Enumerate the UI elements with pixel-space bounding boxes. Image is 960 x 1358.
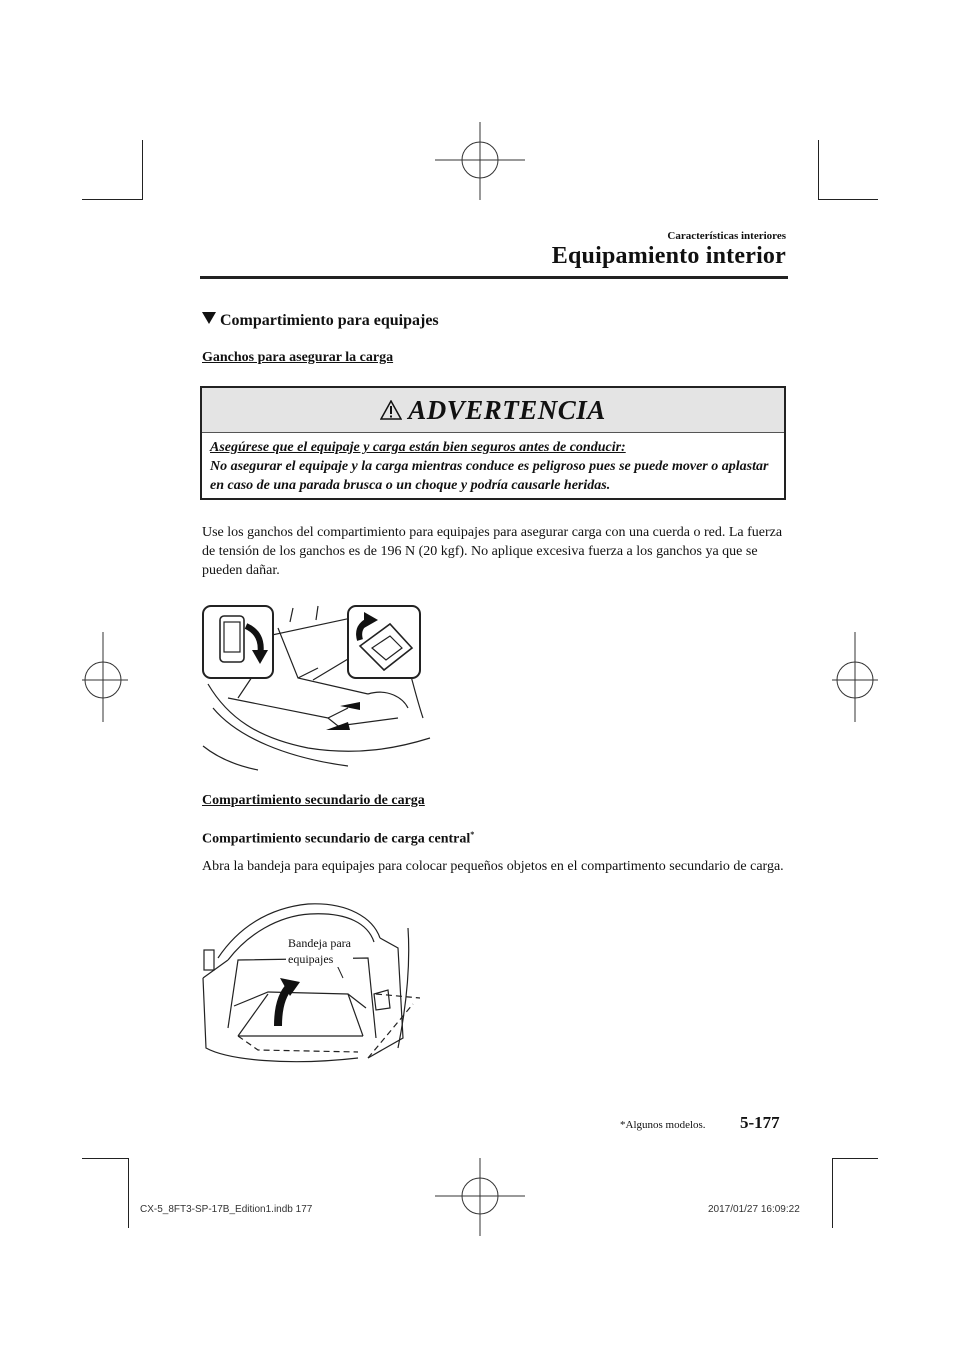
warning-box: [200, 386, 786, 500]
warning-lead: Asegúrese que el equipaje y carga están bien seguros antes de conducir:: [210, 440, 626, 455]
imprint-date: 2017/01/27 16:09:22: [708, 1204, 800, 1215]
subsection-hooks-heading: Ganchos para asegurar la carga: [202, 350, 394, 365]
warning-text: [210, 438, 776, 495]
warning-header: [202, 388, 784, 433]
secondary-paragraph: Abra la bandeja para equipajes para colocar pequeños objetos en el compartimento secundario de carga.: [202, 859, 784, 874]
triangle-bullet-icon: [202, 312, 216, 324]
section-title: Equipamiento interior: [551, 243, 786, 269]
warning-body: No asegurar el equipaje y la carga mientras conduce es peligroso pues se puede mover o aplastar en caso de una parada brusca o un choque y podría causarle heridas.: [210, 459, 769, 493]
asterisk-mark: *: [470, 830, 475, 839]
topic-heading: Compartimiento para equipajes: [202, 312, 439, 330]
footnote-some-models: *Algunos modelos.: [620, 1119, 706, 1131]
cargo-hooks-illustration: [198, 598, 438, 776]
imprint-file: CX-5_8FT3-SP-17B_Edition1.indb 177: [140, 1204, 313, 1215]
warning-title: ADVERTENCIA: [408, 394, 606, 425]
secondary-central-heading: Compartimiento secundario de carga central*: [202, 830, 475, 847]
tray-label: Bandeja para equipajes: [288, 936, 351, 966]
subsection-secondary-heading: Compartimiento secundario de carga: [202, 793, 425, 808]
chapter-title: Características interiores: [667, 230, 786, 242]
hooks-paragraph: Use los ganchos del compartimiento para equipajes para asegurar carga con una cuerda o red. La fuerza de tensión de los ganchos es de 196 N (20 kgf). No aplique excesiva fuerza a los ganchos ya que se pueden dañar.: [202, 525, 783, 578]
warning-triangle-icon: [380, 400, 402, 420]
header-rule: [200, 276, 788, 279]
page-number: 5-177: [740, 1113, 780, 1132]
luggage-tray-illustration: [198, 898, 420, 1066]
